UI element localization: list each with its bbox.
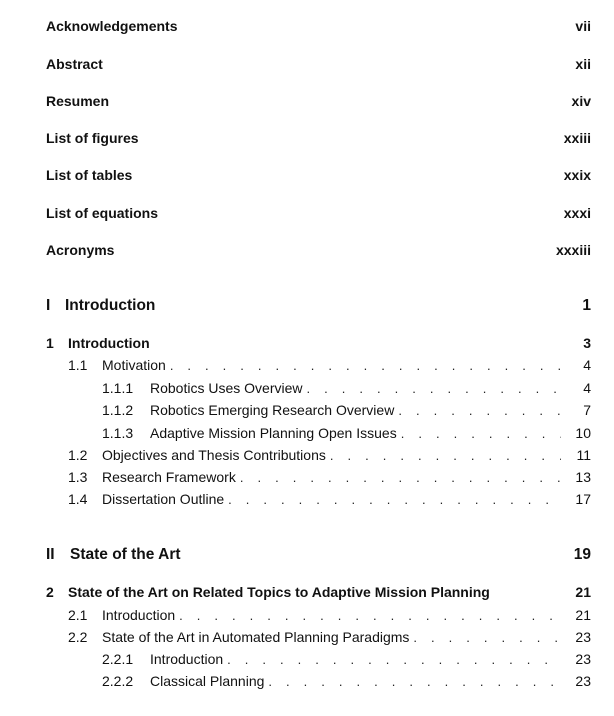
toc-chapter-number: 2 [46,584,54,600]
dot-leader [303,381,562,396]
toc-section-number: 2.1 [68,607,88,623]
toc-entry-title: List of figures [46,130,139,146]
toc-chapter-title: State of the Art on Related Topics to Adaptive Mission Planning [68,584,490,600]
toc-subsection-page: 23 [575,673,591,689]
toc-entry-title: List of equations [46,205,158,221]
toc-entry-page: xiv [571,93,591,109]
toc-entry-acronyms[interactable] [46,242,591,262]
toc-part-title: State of the Art [70,546,181,563]
toc-entry-list-of-figures[interactable] [46,130,591,150]
toc-entry-page: xxiii [563,130,591,146]
toc-section-number: 1.4 [68,491,88,507]
dot-leader [224,492,561,507]
toc-entry-title: Resumen [46,93,110,109]
toc-part-number: I [46,297,51,314]
toc-entry-page: xxix [563,167,591,183]
toc-section-number: 2.2 [68,629,88,645]
toc-entry-page: vii [575,18,591,34]
toc-section-1-1[interactable] [68,357,591,377]
toc-section-page: 11 [576,447,591,463]
toc-part-page: 19 [573,546,591,563]
toc-subsection-title: Robotics Uses Overview [150,380,303,396]
dot-leader [409,630,561,645]
toc-entry-list-of-equations[interactable] [46,205,591,225]
toc-subsection-title: Introduction [150,651,224,667]
toc-section-title: Dissertation Outline [102,491,225,507]
dot-leader [397,426,561,441]
toc-entry-page: xxxi [563,205,591,221]
toc-entry-list-of-tables[interactable] [46,167,591,187]
toc-section-2-2[interactable] [68,629,591,649]
toc-section-title: Research Framework [102,469,236,485]
dot-leader [326,448,561,463]
toc-subsection-number: 1.1.1 [102,380,134,396]
toc-chapter-title: Introduction [68,335,150,351]
toc-part-number: II [46,546,55,563]
toc-section-2-1[interactable] [68,607,591,627]
dot-leader [166,358,561,373]
toc-section-title: State of the Art in Automated Planning Paradigms [102,629,410,645]
toc-section-page: 23 [575,629,591,645]
toc-subsection-page: 10 [575,425,591,441]
toc-chapter-number: 1 [46,335,54,351]
toc-subsection-number: 1.1.3 [102,425,134,441]
dot-leader [236,470,561,485]
toc-part-page: 1 [582,297,591,314]
toc-section-page: 4 [583,357,591,373]
toc-section-title: Objectives and Thesis Contributions [102,447,326,463]
toc-part-2[interactable] [46,546,591,566]
toc-section-number: 1.3 [68,469,88,485]
toc-section-page: 17 [575,491,591,507]
toc-subsection-number: 2.2.2 [102,673,134,689]
toc-entry-title: List of tables [46,167,133,183]
toc-section-1-4[interactable] [68,491,591,511]
toc-subsection-title: Classical Planning [150,673,265,689]
toc-part-1[interactable] [46,297,591,317]
toc-section-title: Motivation [102,357,166,373]
dot-leader [223,652,561,667]
dot-leader [394,403,561,418]
toc-part-title: Introduction [65,297,156,314]
dot-leader [264,674,561,689]
toc-subsection-page: 7 [583,402,591,418]
toc-chapter-2[interactable] [46,584,591,604]
toc-section-page: 21 [575,607,591,623]
toc-subsection-number: 2.2.1 [102,651,134,667]
toc-entry-title: Acknowledgements [46,18,178,34]
toc-entry-title: Acronyms [46,242,115,258]
toc-subsection-2-2-1[interactable] [102,651,591,671]
toc-section-1-2[interactable] [68,447,591,467]
toc-subsection-page: 23 [575,651,591,667]
toc-entry-abstract[interactable] [46,56,591,76]
toc-section-1-3[interactable] [68,469,591,489]
toc-section-number: 1.2 [68,447,88,463]
toc-entry-resumen[interactable] [46,93,591,113]
toc-entry-acknowledgements[interactable] [46,18,591,38]
toc-chapter-1[interactable] [46,335,591,355]
toc-subsection-page: 4 [583,380,591,396]
toc-subsection-1-1-1[interactable] [102,380,591,400]
toc-section-number: 1.1 [68,357,88,373]
toc-entry-page: xxxiii [555,242,591,258]
toc-entry-page: xii [575,56,591,72]
toc-chapter-page: 3 [583,335,591,351]
toc-chapter-page: 21 [575,584,591,600]
toc-subsection-title: Robotics Emerging Research Overview [150,402,395,418]
toc-subsection-number: 1.1.2 [102,402,134,418]
toc-subsection-2-2-2[interactable] [102,673,591,693]
toc-subsection-title: Adaptive Mission Planning Open Issues [150,425,397,441]
toc-section-title: Introduction [102,607,176,623]
toc-subsection-1-1-2[interactable] [102,402,591,422]
toc-entry-title: Abstract [46,56,103,72]
dot-leader [175,608,561,623]
toc-subsection-1-1-3[interactable] [102,425,591,445]
toc-section-page: 13 [575,469,591,485]
